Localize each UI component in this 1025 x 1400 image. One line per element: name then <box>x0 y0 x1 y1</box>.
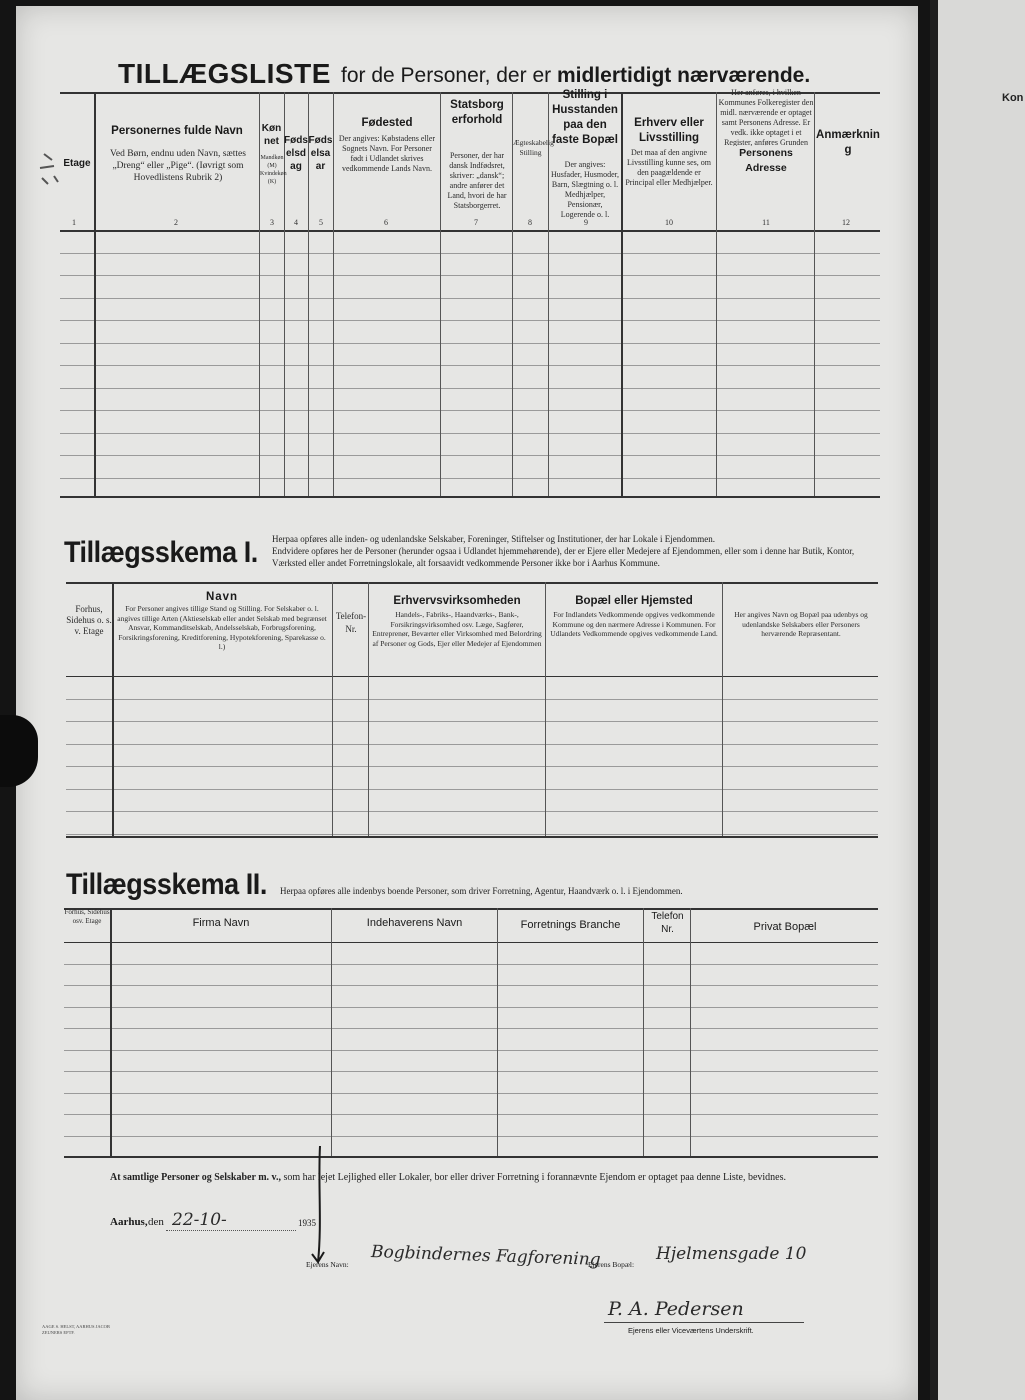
col-birthyear-header: Fødselsaar <box>308 135 333 172</box>
skema2-row-line <box>64 1007 878 1008</box>
signature-handwritten: P. A. Pedersen <box>608 1298 744 1320</box>
col-citizenship-note: Personer, der har dansk Indfødsret, skriver: „dansk“; andre anfører det Land, hvori de har Statsborgerret. <box>447 151 507 210</box>
list-row-line <box>60 388 880 389</box>
s1-col-phone: Telefon-Nr. <box>335 611 367 634</box>
col-birthplace-header: Fødested <box>361 117 413 129</box>
skema1-row-line <box>66 811 878 812</box>
column-number: 11 <box>762 218 770 227</box>
column-number: 7 <box>474 218 478 227</box>
list-row-line <box>60 275 880 276</box>
s1-col-business: Erhvervsvirksomheden <box>393 595 521 607</box>
adjacent-page <box>930 0 1025 1400</box>
pen-stroke-mark <box>306 1144 326 1274</box>
s2-col-private: Privat Bopæl <box>753 921 817 933</box>
skema1-row-line <box>66 721 878 722</box>
column-number: 1 <box>72 218 76 227</box>
list-row-line <box>60 478 880 479</box>
column-number: 5 <box>319 218 323 227</box>
date-line <box>166 1230 296 1231</box>
col-citizenship-header: Statsborgerforhold <box>450 99 504 126</box>
column-number: 3 <box>270 218 274 227</box>
list-row-line <box>60 320 880 321</box>
skema2-row-line <box>64 1136 878 1137</box>
s1-col-business-note: Handels-, Fabriks-, Haandværks-, Bank-, Forsikringsvirksomhed osv. Læge, Sagfører, Entreprenør, Beværter eller Virksomhed med Belordring af Personer og Gods, Ejer eller Medejer af Ejendommen <box>372 610 542 648</box>
form-subtitle <box>341 64 810 88</box>
column-number: 9 <box>584 218 588 227</box>
col-occupation-header: Erhverv eller Livsstilling <box>634 117 704 144</box>
list-row-line <box>60 343 880 344</box>
col-household-header: Stilling i Husstanden paa den faste Bopæl <box>552 89 618 146</box>
col-occupation-note: Det maa af den angivne Livsstilling kunne ses, om den paagældende er Principal eller Medhjælper. <box>625 148 713 187</box>
skema1-row-line <box>66 744 878 745</box>
adjacent-page-fragment: Kon <box>1002 92 1024 104</box>
skema2-row-line <box>64 985 878 986</box>
col-sex-header: Kønnet <box>261 123 282 147</box>
s1-col-residence: Bopæl eller Hjemsted <box>575 595 693 607</box>
list-row-line <box>60 298 880 299</box>
list-row-line <box>60 455 880 456</box>
footer-statement-bold: At samtlige Personer og Selskaber m. v., <box>110 1172 282 1183</box>
col-birthplace-note: Der angives: Købstadens eller Sognets Navn. For Personer født i Udlandet skrives vedkommende Lands Navn. <box>338 134 436 173</box>
owner-name-handwritten: Bogbindernes Fagforening <box>370 1241 601 1271</box>
s2-col-firm: Firma Navn <box>192 917 250 929</box>
skema1-row-line <box>66 766 878 767</box>
skema2-row-line <box>64 964 878 965</box>
skema1-row-line <box>66 834 878 835</box>
column-number: 8 <box>528 218 532 227</box>
col-address-note: Her anføres, i hvilken Kommunes Folkeregister den midl. nærværende er optaget samt Personens Adresse. Er vedk. ikke optaget i et Register, anføres Grunden <box>718 88 814 146</box>
s1-col-etage: Forhus, Sidehus o. s. v. Etage <box>66 604 112 636</box>
skema2-row-line <box>64 1071 878 1072</box>
col-name-note: Ved Børn, endnu uden Navn, sættes „Dreng“ eller „Pige“. (Iøvrigt som Hovedlistens Rubrik 2) <box>110 149 246 183</box>
skema1-desc2: Endvidere opføres her de Personer (herunder ogsaa i Udlandet hjemmehørende), der er Ejere eller Medejere af Ejendommen, eller som i denne har Butik, Kontor, Værksted eller andet Forretningslokale, alt forsaavidt vedkommende Personer ikke bor i Aarhus Kommune. <box>272 546 855 568</box>
s2-col-branch: Forretnings Branche <box>520 919 621 931</box>
skema1-row-line <box>66 699 878 700</box>
footer-statement-rest: som har lejet Lejlighed eller Lokaler, bor eller driver Forretning i forannævnte Ejendom er optaget paa denne Liste, bevidnes. <box>283 1172 786 1183</box>
skema2-desc: Herpaa opføres alle indenbys boende Personer, som driver Forretning, Agentur, Haandværk o. l. i Ejendommen. <box>280 886 683 896</box>
s2-col-phone: Telefon Nr. <box>651 911 684 935</box>
col-address-header: Personens Adresse <box>739 147 793 174</box>
col-sex-note: Mandkøn (M) Kvindekøn (K) <box>260 155 287 185</box>
col-address-note-top <box>718 88 814 146</box>
list-row-line <box>60 253 880 254</box>
col-etage-header: Etage <box>63 158 91 169</box>
form-page <box>16 6 918 1400</box>
owner-name-label: Ejerens Navn: <box>306 1260 349 1269</box>
margin-mark <box>34 146 64 196</box>
skema1-row-line <box>66 789 878 790</box>
skema2-row-line <box>64 1050 878 1051</box>
column-number: 6 <box>384 218 388 227</box>
skema2-row-line <box>64 1114 878 1115</box>
footer-year: 1935 <box>298 1218 316 1228</box>
skema2-row-line <box>64 1028 878 1029</box>
column-number: 10 <box>665 218 673 227</box>
owner-addr-handwritten: Hjelmensgade 10 <box>656 1244 807 1264</box>
footer-date-handwritten: 22-10- <box>172 1210 227 1230</box>
form-subtitle-bold: midlertidigt nærværende. <box>556 64 811 87</box>
form-title: TILLÆGSLISTE <box>118 58 331 89</box>
list-row-line <box>60 410 880 411</box>
s2-col-etage: Forhus, Sidehus osv. Etage <box>64 908 110 925</box>
printer-imprint: AAGE S. HELST, AARHUS JACOB ZEUNERS EFTF. <box>42 1324 110 1335</box>
s1-col-name: Navn <box>205 591 239 603</box>
col-birthday-header: Fødselsdag <box>284 135 308 172</box>
col-remarks-header: Anmærkning <box>816 129 880 156</box>
s1-col-representative-note: Her angives Navn og Bopæl paa udenbys og udenlandske Selskabers eller Personers herværende Repræsentant. <box>734 610 868 638</box>
skema2-row-line <box>64 1093 878 1094</box>
skema2-title: Tillægsskema II. <box>66 868 267 901</box>
column-number: 4 <box>294 218 298 227</box>
signature-label: Ejerens eller Viceværtens Underskrift. <box>628 1326 754 1335</box>
footer-city: Aarhus, <box>110 1216 148 1228</box>
s2-col-owner: Indehaverens Navn <box>366 917 463 929</box>
footer-statement <box>110 1172 890 1184</box>
signature-line <box>604 1322 804 1323</box>
list-row-line <box>60 433 880 434</box>
list-row-line <box>60 365 880 366</box>
skema1-desc1: Herpaa opføres alle inden- og udenlandske Selskaber, Foreninger, Stiftelser og Institutioner, der har Lokale i Ejendommen. <box>272 534 716 544</box>
page-gutter <box>930 0 938 1400</box>
footer-den: den <box>148 1216 164 1228</box>
column-number: 12 <box>842 218 850 227</box>
col-marital-header: Ægteskabelig Stilling <box>513 138 554 157</box>
s1-col-name-note: For Personer angives tillige Stand og Stilling. For Selskaber o. l. angives tillige Arten (Aktieselskab eller andet Selskab med begrænset Ansvar, Kommanditselskab, Andelsselskab, Forbrugsforening, Forsikringsforening, Kreditforening, Hypotekforening, Sparekasse o. l.) <box>117 604 327 651</box>
owner-addr-label: Ejerens Bopæl: <box>588 1260 635 1269</box>
col-name-header: Personernes fulde Navn <box>111 125 243 137</box>
col-household-note: Der angives: Husfader, Husmoder, Barn, Slægtning o. l. Medhjælper, Pensionær, Logerende o. l. <box>550 160 619 219</box>
skema1-title: Tillægsskema I. <box>64 536 258 569</box>
s1-col-residence-note: For Indlandets Vedkommende opgives vedkommende Kommune og den nærmere Adresse i Kommunen. For Udlandets Vedkommende opgives vedkommende Land. <box>550 610 718 638</box>
form-subtitle-plain: for de Personer, der er <box>341 64 552 87</box>
column-number: 2 <box>174 218 178 227</box>
